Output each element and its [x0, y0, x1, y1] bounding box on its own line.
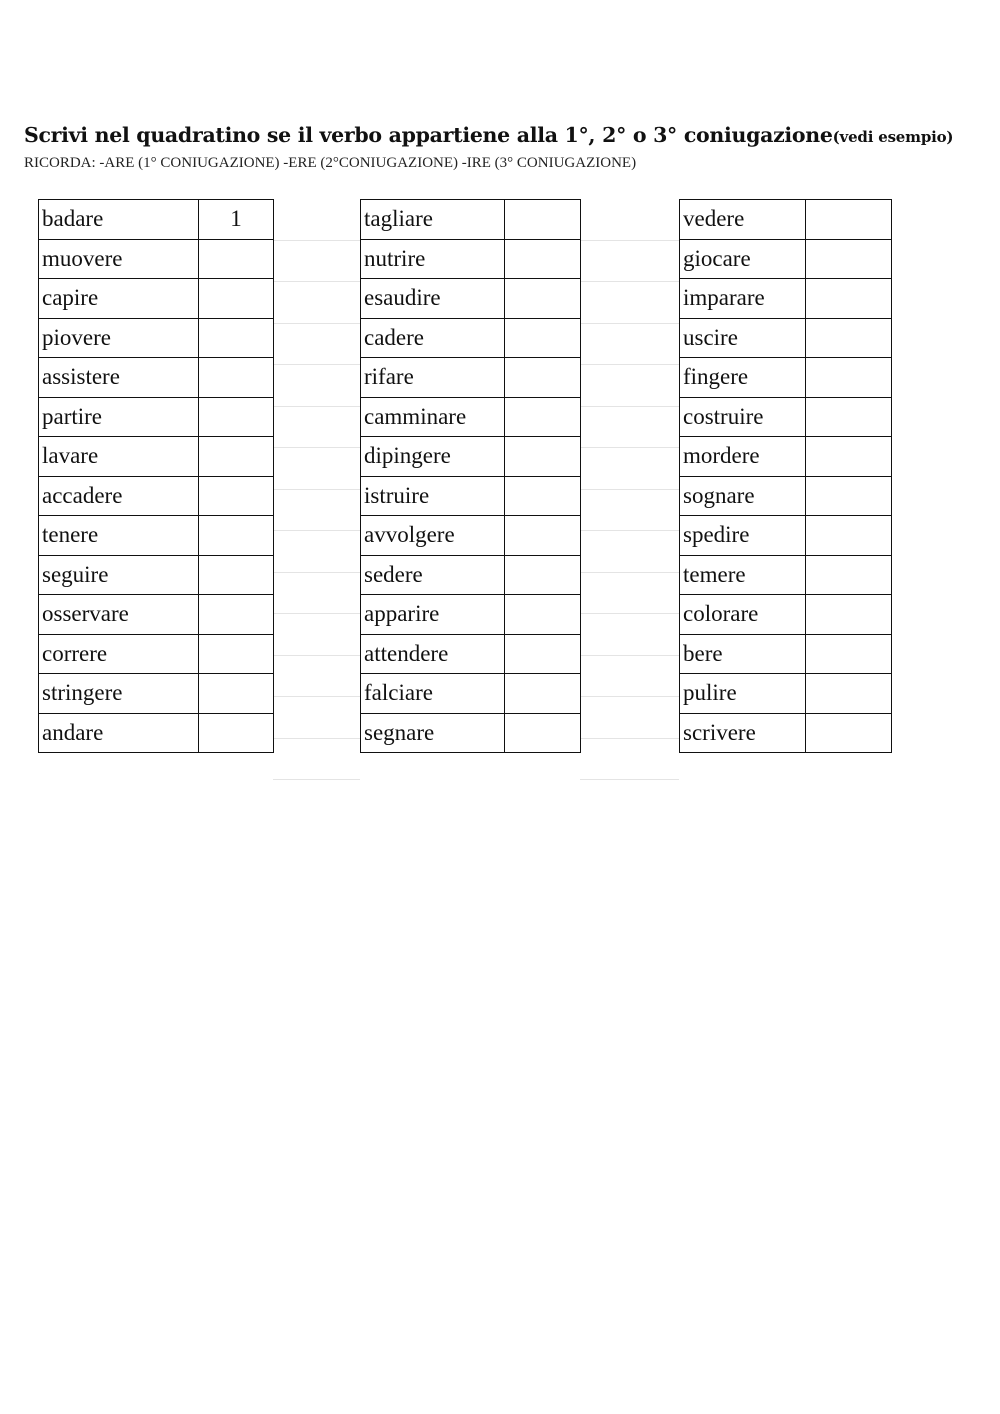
verb-cell: imparare — [680, 279, 806, 319]
answer-box[interactable] — [199, 239, 274, 279]
table-row — [361, 437, 581, 477]
table-row — [361, 713, 581, 753]
answer-box[interactable] — [199, 555, 274, 595]
table-row — [361, 516, 581, 556]
answer-box[interactable] — [199, 437, 274, 477]
table-row — [361, 476, 581, 516]
gap-line — [273, 365, 360, 407]
gap-line — [273, 739, 360, 781]
answer-box[interactable] — [505, 555, 581, 595]
table-row — [39, 634, 274, 674]
answer-box[interactable] — [806, 200, 892, 240]
answer-box[interactable] — [806, 674, 892, 714]
answer-box[interactable] — [806, 595, 892, 635]
table-row — [680, 634, 892, 674]
table-row — [680, 437, 892, 477]
answer-box[interactable] — [505, 595, 581, 635]
table-row — [680, 397, 892, 437]
answer-box[interactable] — [505, 476, 581, 516]
verb-cell: temere — [680, 555, 806, 595]
verb-cell: attendere — [361, 634, 505, 674]
table-row — [39, 239, 274, 279]
table-row — [680, 476, 892, 516]
column-gap-1 — [273, 199, 360, 780]
gap-line — [273, 697, 360, 739]
table-row — [680, 516, 892, 556]
verb-cell: costruire — [680, 397, 806, 437]
verb-cell: scrivere — [680, 713, 806, 753]
answer-box[interactable] — [806, 713, 892, 753]
table-row — [680, 200, 892, 240]
table-row — [361, 555, 581, 595]
table-row — [361, 634, 581, 674]
answer-box[interactable] — [806, 318, 892, 358]
table-row — [361, 358, 581, 398]
gap-line — [273, 407, 360, 449]
answer-box[interactable] — [806, 634, 892, 674]
table-row — [39, 555, 274, 595]
verb-cell: mordere — [680, 437, 806, 477]
verb-cell: falciare — [361, 674, 505, 714]
answer-box[interactable] — [199, 634, 274, 674]
verb-cell: seguire — [39, 555, 199, 595]
column-gap-2 — [580, 199, 679, 780]
table-row — [361, 397, 581, 437]
verb-cell: fingere — [680, 358, 806, 398]
verb-table-3 — [679, 199, 892, 753]
gap-line — [273, 490, 360, 532]
gap-line — [580, 199, 679, 241]
verb-cell: tenere — [39, 516, 199, 556]
verb-cell: accadere — [39, 476, 199, 516]
table-row — [680, 555, 892, 595]
gap-line — [273, 614, 360, 656]
verb-cell: sedere — [361, 555, 505, 595]
gap-line — [580, 697, 679, 739]
answer-box[interactable] — [505, 279, 581, 319]
answer-box[interactable] — [505, 318, 581, 358]
gap-line — [580, 241, 679, 283]
table-row — [39, 318, 274, 358]
table-row — [39, 437, 274, 477]
gap-line — [580, 573, 679, 615]
answer-box[interactable] — [199, 595, 274, 635]
gap-line — [273, 656, 360, 698]
title-main: Scrivi nel quadratino se il verbo appartiene alla 1°, 2° o 3° coniugazione — [24, 123, 833, 147]
verb-cell: giocare — [680, 239, 806, 279]
verb-cell: andare — [39, 713, 199, 753]
table-row — [361, 279, 581, 319]
gap-line — [273, 573, 360, 615]
table-row — [680, 239, 892, 279]
verb-cell: capire — [39, 279, 199, 319]
table-row — [39, 358, 274, 398]
answer-box[interactable] — [199, 516, 274, 556]
verb-cell: nutrire — [361, 239, 505, 279]
gap-line — [580, 614, 679, 656]
verb-cell: avvolgere — [361, 516, 505, 556]
verb-table-1 — [38, 199, 274, 753]
verb-cell: assistere — [39, 358, 199, 398]
verb-cell: tagliare — [361, 200, 505, 240]
answer-box[interactable] — [806, 476, 892, 516]
table-row — [39, 713, 274, 753]
title-note: (vedi esempio) — [832, 128, 954, 146]
verb-cell: istruire — [361, 476, 505, 516]
answer-box[interactable] — [806, 516, 892, 556]
verb-cell: cadere — [361, 318, 505, 358]
table-row — [361, 595, 581, 635]
gap-line — [580, 739, 679, 781]
table-row — [680, 358, 892, 398]
gap-line — [580, 656, 679, 698]
page-subtitle: RICORDA: -ARE (1° CONIUGAZIONE) -ERE (2°CONIUGAZIONE) -IRE (3° CONIUGAZIONE) — [24, 155, 637, 171]
verb-cell: badare — [39, 200, 199, 240]
table-row — [39, 476, 274, 516]
table-row — [361, 239, 581, 279]
answer-box[interactable] — [199, 279, 274, 319]
answer-box[interactable] — [505, 674, 581, 714]
answer-box[interactable] — [505, 239, 581, 279]
answer-box[interactable] — [199, 318, 274, 358]
answer-box[interactable] — [806, 279, 892, 319]
answer-box[interactable] — [806, 239, 892, 279]
gap-line — [273, 199, 360, 241]
table-row — [361, 318, 581, 358]
answer-box[interactable] — [199, 397, 274, 437]
answer-box[interactable] — [199, 674, 274, 714]
verb-cell: esaudire — [361, 279, 505, 319]
verb-cell: vedere — [680, 200, 806, 240]
answer-box[interactable] — [505, 634, 581, 674]
gap-line — [273, 531, 360, 573]
answer-box[interactable] — [505, 397, 581, 437]
verb-cell: lavare — [39, 437, 199, 477]
verb-cell: colorare — [680, 595, 806, 635]
table-row — [39, 200, 274, 240]
gap-line — [273, 324, 360, 366]
answer-box[interactable]: 1 — [199, 200, 274, 240]
answer-box[interactable] — [505, 437, 581, 477]
answer-box[interactable] — [199, 713, 274, 753]
table-row — [39, 279, 274, 319]
table-row — [680, 595, 892, 635]
gap-line — [580, 407, 679, 449]
gap-line — [273, 282, 360, 324]
table-row — [680, 713, 892, 753]
answer-box[interactable] — [505, 358, 581, 398]
table-row — [680, 318, 892, 358]
answer-box[interactable] — [199, 358, 274, 398]
gap-line — [580, 324, 679, 366]
verb-cell: rifare — [361, 358, 505, 398]
answer-box[interactable] — [505, 516, 581, 556]
table-row — [680, 279, 892, 319]
gap-line — [273, 448, 360, 490]
page-title — [24, 120, 994, 152]
table-row — [39, 674, 274, 714]
table-row — [39, 516, 274, 556]
answer-box[interactable] — [806, 555, 892, 595]
verb-cell: apparire — [361, 595, 505, 635]
verb-cell: pulire — [680, 674, 806, 714]
verb-cell: muovere — [39, 239, 199, 279]
answer-box[interactable] — [806, 397, 892, 437]
verb-cell: stringere — [39, 674, 199, 714]
verb-cell: segnare — [361, 713, 505, 753]
answer-box[interactable] — [505, 713, 581, 753]
gap-line — [580, 365, 679, 407]
verb-cell: partire — [39, 397, 199, 437]
gap-line — [580, 531, 679, 573]
verb-cell: piovere — [39, 318, 199, 358]
table-row — [39, 595, 274, 635]
verb-cell: osservare — [39, 595, 199, 635]
table-row — [39, 397, 274, 437]
verb-cell: dipingere — [361, 437, 505, 477]
gap-line — [580, 490, 679, 532]
gap-line — [273, 241, 360, 283]
table-row — [361, 200, 581, 240]
verb-cell: uscire — [680, 318, 806, 358]
verb-cell: bere — [680, 634, 806, 674]
verb-cell: spedire — [680, 516, 806, 556]
table-row — [680, 674, 892, 714]
answer-box[interactable] — [199, 476, 274, 516]
verb-table-2 — [360, 199, 581, 753]
answer-box[interactable] — [806, 358, 892, 398]
answer-box[interactable] — [505, 200, 581, 240]
answer-box[interactable] — [806, 437, 892, 477]
verb-cell: correre — [39, 634, 199, 674]
verb-cell: sognare — [680, 476, 806, 516]
verb-cell: camminare — [361, 397, 505, 437]
table-row — [361, 674, 581, 714]
gap-line — [580, 282, 679, 324]
gap-line — [580, 448, 679, 490]
